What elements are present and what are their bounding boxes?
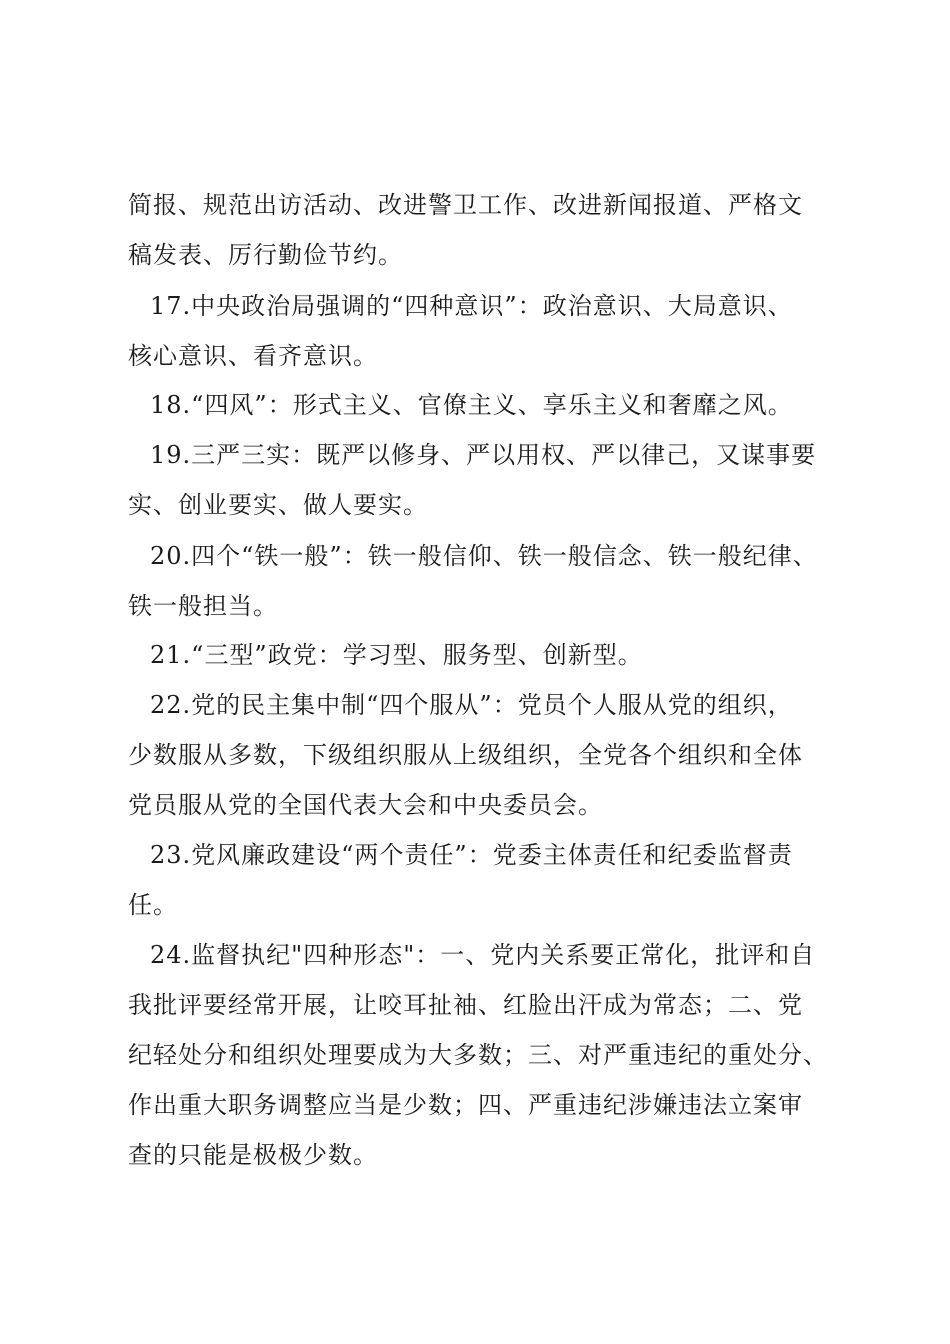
- text-line: 19.三严三实：既严以修身、严以用权、严以律己，又谋事要: [150, 441, 817, 469]
- text-line: 稿发表、厉行勤俭节约。: [128, 241, 403, 269]
- text-line: 24.监督执纪"四种形态"：一、党内关系要正常化，批评和自: [150, 941, 816, 969]
- text-line: 17.中央政治局强调的“四种意识”：政治意识、大局意识、: [150, 292, 793, 320]
- text-line: 22.党的民主集中制“四个服从”：党员个人服从党的组织，: [150, 691, 793, 719]
- text-line: 我批评要经常开展，让咬耳扯袖、红脸出汗成为常态；二、党: [128, 991, 803, 1019]
- text-line: 作出重大职务调整应当是少数；四、严重违纪涉嫌违法立案审: [128, 1091, 803, 1119]
- text-line: 21.“三型”政党：学习型、服务型、创新型。: [150, 641, 643, 669]
- text-line: 铁一般担当。: [128, 592, 278, 620]
- text-line: 任。: [128, 891, 178, 919]
- text-line: 查的只能是极极少数。: [128, 1141, 378, 1169]
- text-line: 核心意识、看齐意识。: [128, 342, 378, 370]
- text-line: 纪轻处分和组织处理要成为大多数；三、对严重违纪的重处分、: [128, 1041, 828, 1069]
- text-line: 18.“四风”：形式主义、官僚主义、享乐主义和奢靡之风。: [150, 391, 793, 419]
- text-line: 简报、规范出访活动、改进警卫工作、改进新闻报道、严格文: [128, 191, 803, 219]
- text-line: 23.党风廉政建设“两个责任”：党委主体责任和纪委监督责: [150, 841, 793, 869]
- text-line: 20.四个“铁一般”：铁一般信仰、铁一般信念、铁一般纪律、: [150, 542, 818, 570]
- text-line: 党员服从党的全国代表大会和中央委员会。: [128, 791, 603, 819]
- text-line: 实、创业要实、做人要实。: [128, 491, 428, 519]
- text-line: 少数服从多数，下级组织服从上级组织，全党各个组织和全体: [128, 741, 803, 769]
